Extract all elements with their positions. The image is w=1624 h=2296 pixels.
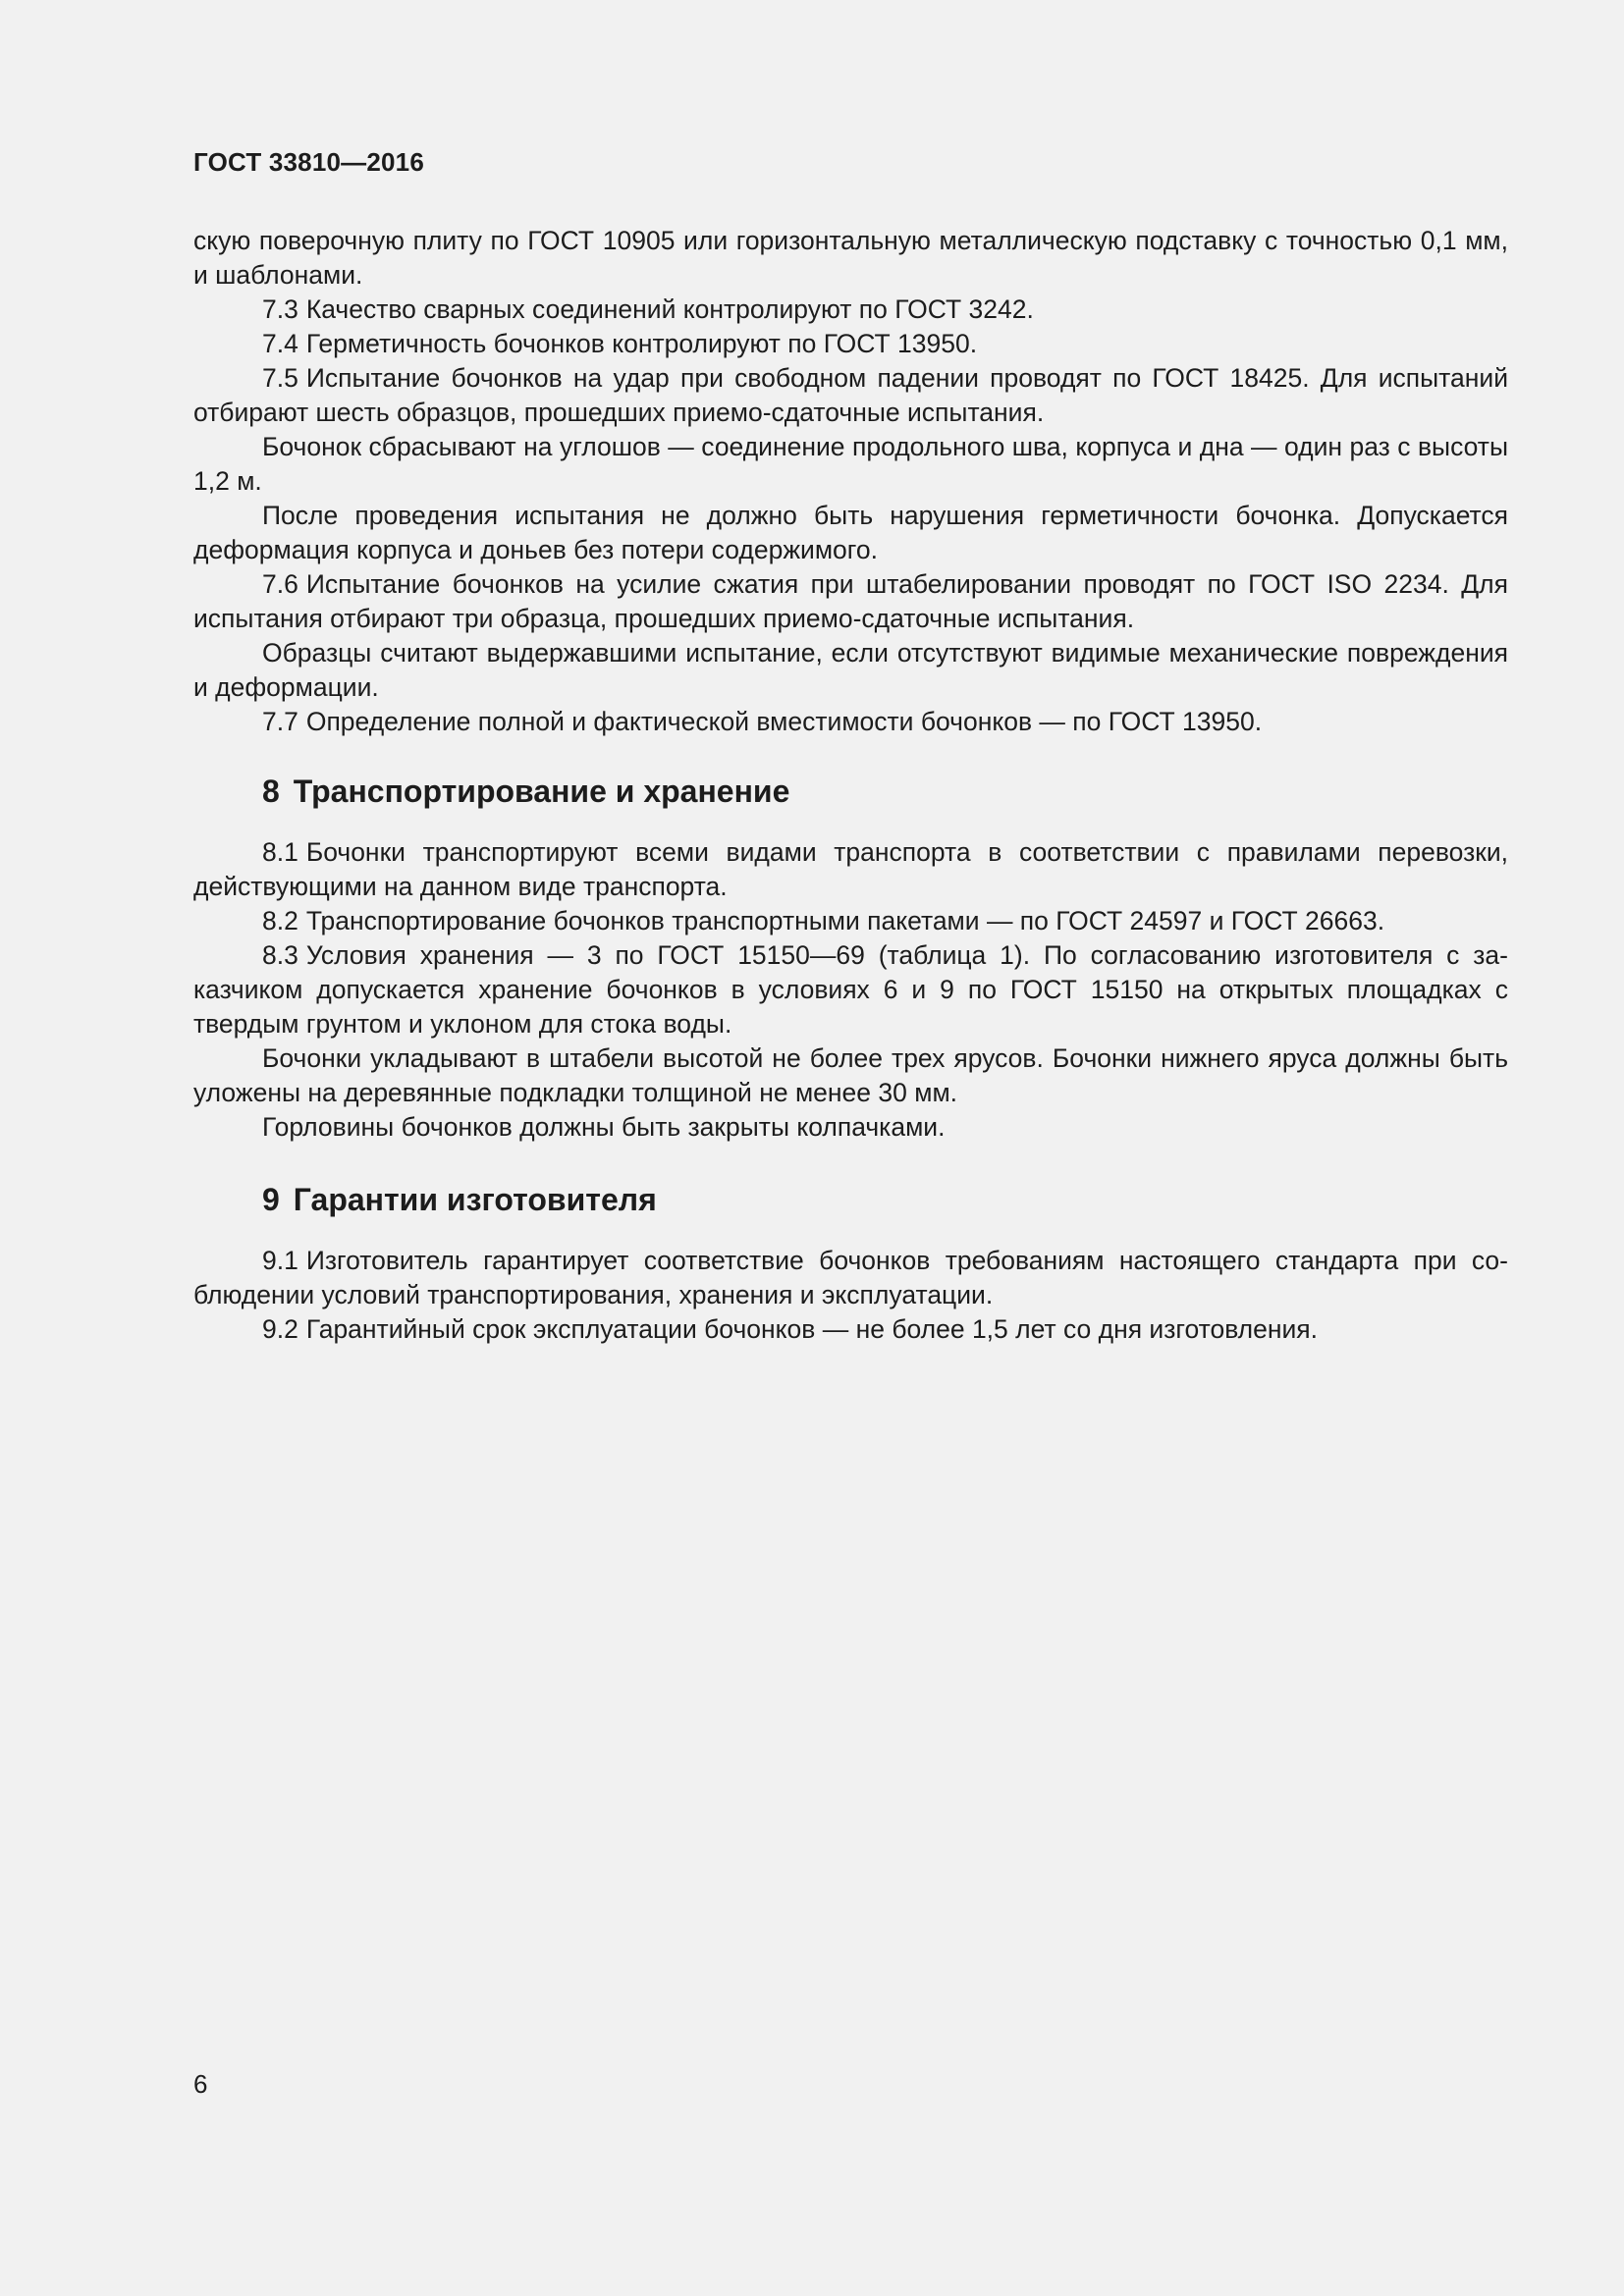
paragraph-text: Определение полной и фактической вместимости бочонков — по ГОСТ 13950.: [305, 707, 1263, 736]
paragraph: [193, 293, 1508, 327]
paragraph: [193, 567, 1508, 636]
paragraph-text: Горловины бочонков должны быть закрыты колпачками.: [262, 1112, 946, 1142]
paragraph: [193, 361, 1508, 430]
paragraph: [193, 938, 1508, 1041]
paragraph: [193, 1312, 1508, 1347]
paragraph-text: Бочонок сбрасывают на углошов — соединение продольного шва, корпуса и дна — один раз с высоты 1,2 м.: [193, 432, 1508, 496]
paragraph: [193, 327, 1508, 361]
paragraph-text: Испытание бочонков на удар при свободном падении проводят по ГОСТ 18425. Для испытаний отбирают шесть образцов, прошедших приемо-сдаточные испытания.: [193, 363, 1508, 427]
paragraph-text: Бочонки укладывают в штабели высотой не более трех ярусов. Бочонки нижнего яруса должны быть уложены на деревянные подкладки толщиной не менее 30 мм.: [193, 1043, 1508, 1107]
section-title: Гарантии изготовителя: [293, 1182, 657, 1217]
paragraph-text: Изготовитель гарантирует соответствие бочонков требованиям настоящего стандарта при соблюдении условий транспортирования, хранения и эксплуатации.: [193, 1246, 1508, 1309]
section-7-continuation: [193, 224, 1508, 739]
paragraph: [193, 1244, 1508, 1312]
section-8-paragraphs: [193, 835, 1508, 1145]
clause-number: 7.3: [262, 294, 298, 324]
paragraph: [193, 904, 1508, 938]
paragraph-text: После проведения испытания не должно быть нарушения герметичности бочонка. Допускается деформация корпуса и доньев без потери содержимого.: [193, 501, 1508, 564]
paragraph: [193, 705, 1508, 739]
section-title: Транспортирование и хранение: [293, 774, 790, 809]
clause-number: 8.2: [262, 906, 298, 935]
paragraph: [193, 499, 1508, 567]
paragraph-text: Бочонки транспортируют всеми видами транспорта в соответствии с правилами перевозки, действующими на данном виде транспорта.: [193, 837, 1508, 901]
section-9: [193, 1180, 1508, 1347]
paragraph: [193, 636, 1508, 705]
continued-paragraph: скую поверочную плиту по ГОСТ 10905 или горизонтальную металлическую подставку с точностью 0,1 мм, и шаблонами.: [193, 226, 1508, 290]
clause-number: 8.1: [262, 837, 298, 867]
clause-number: 8.3: [262, 940, 298, 970]
page-number: 6: [193, 2069, 208, 2099]
section-heading: [193, 772, 1508, 811]
clause-number: 7.5: [262, 363, 298, 393]
section-number: 8: [262, 774, 280, 809]
paragraph-text: Условия хранения — 3 по ГОСТ 15150—69 (таблица 1). По согласованию изготовителя с заказчиком допускается хранение бочонков в условиях 6 и 9 по ГОСТ 15150 на открытых площадках с твердым грунтом и уклоном для стока воды.: [193, 940, 1508, 1039]
clause-number: 9.2: [262, 1314, 298, 1344]
clause-number: 7.6: [262, 569, 298, 599]
paragraph-text: Образцы считают выдержавшими испытание, если отсутствуют видимые механические повреждения и деформации.: [193, 638, 1508, 702]
document-code: ГОСТ 33810—2016: [193, 147, 424, 177]
paragraph: [193, 835, 1508, 904]
paragraph-text: Герметичность бочонков контролируют по ГОСТ 13950.: [305, 329, 978, 358]
clause-number: 9.1: [262, 1246, 298, 1275]
section-7-paragraphs: [193, 293, 1508, 739]
paragraph-text: Гарантийный срок эксплуатации бочонков — не более 1,5 лет со дня изготовления.: [305, 1314, 1319, 1344]
paragraph: [193, 1110, 1508, 1145]
section-8: [193, 772, 1508, 1145]
clause-number: 7.4: [262, 329, 298, 358]
section-number: 9: [262, 1182, 280, 1217]
paragraph: [193, 1041, 1508, 1110]
clause-number: 7.7: [262, 707, 298, 736]
section-heading: [193, 1180, 1508, 1219]
paragraph: [193, 430, 1508, 499]
paragraph-text: Транспортирование бочонков транспортными пакетами — по ГОСТ 24597 и ГОСТ 26663.: [305, 906, 1385, 935]
section-9-paragraphs: [193, 1244, 1508, 1347]
paragraph-text: Качество сварных соединений контролируют по ГОСТ 3242.: [305, 294, 1034, 324]
paragraph-text: Испытание бочонков на усилие сжатия при штабелировании проводят по ГОСТ ISO 2234. Для испытания отбирают три образца, прошедших приемо-сдаточные испытания.: [193, 569, 1508, 633]
